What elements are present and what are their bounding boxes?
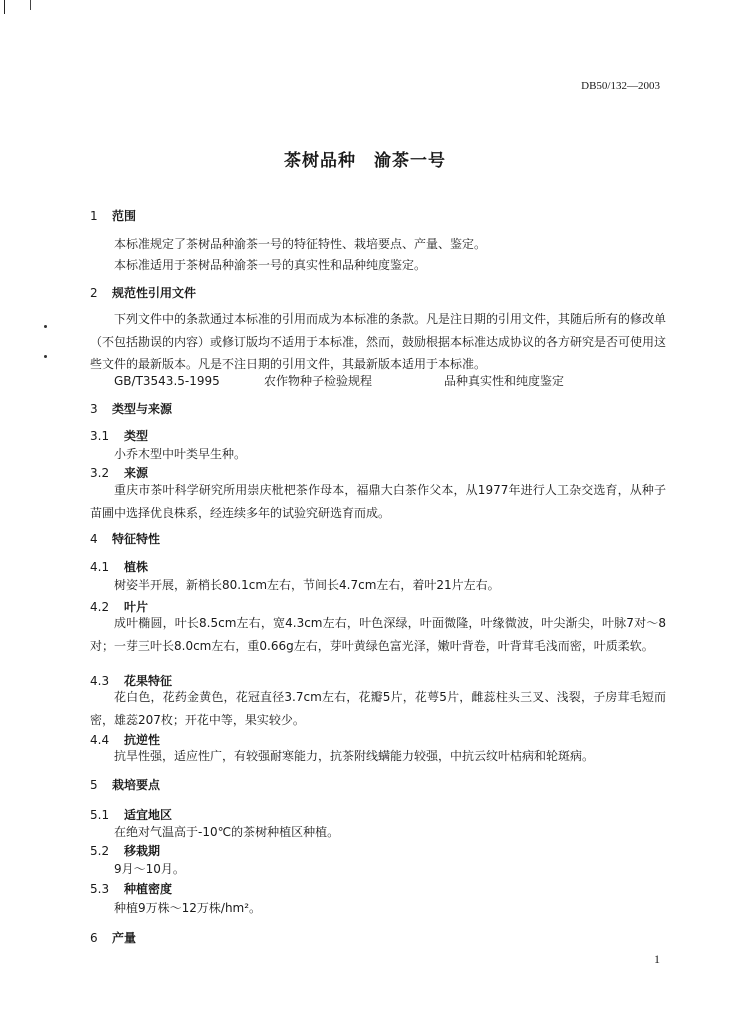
page-number: 1	[654, 952, 660, 966]
subsection-heading-5-3: 5.3 种植密度	[90, 882, 173, 896]
subsection-heading-4-3: 4.3 花果特征	[90, 674, 173, 688]
title-part-2: 渝茶一号	[374, 151, 446, 171]
paragraph: 本标准适用于茶树品种渝茶一号的真实性和品种纯度鉴定。	[114, 258, 427, 272]
subsection-heading-4-4: 4.4 抗逆性	[90, 733, 161, 747]
scan-speck	[44, 355, 47, 358]
page-title	[0, 146, 730, 171]
paragraph: 种植9万株～12万株/hm²。	[114, 901, 262, 915]
subsection-heading-5-1: 5.1 适宜地区	[90, 808, 173, 822]
subsection-heading-3-2: 3.2 来源	[90, 466, 149, 480]
paragraph: 9月～10月。	[114, 862, 185, 876]
paragraph: 抗旱性强，适应性广，有较强耐寒能力，抗茶附线螨能力较强，中抗云纹叶枯病和轮斑病。	[114, 749, 595, 763]
scan-edge-mark	[30, 0, 31, 10]
paragraph: 小乔木型中叶类早生种。	[114, 447, 247, 461]
normative-reference	[114, 372, 674, 389]
section-heading-3: 3 类型与来源	[90, 402, 173, 416]
section-heading-1: 1 范围	[90, 209, 137, 223]
reference-subtitle: 品种真实性和纯度鉴定	[444, 374, 565, 388]
scan-edge-mark	[4, 0, 5, 14]
paragraph: 花白色，花药金黄色，花冠直径3.7cm左右，花瓣5片，花萼5片，雌蕊柱头三叉、浅裂，子房茸毛短而密，雄蕊207枚；开花中等，果实较少。	[90, 690, 666, 727]
section-heading-6: 6 产量	[90, 931, 137, 945]
subsection-heading-3-1: 3.1 类型	[90, 429, 149, 443]
document-number: DB50/132—2003	[581, 80, 660, 92]
section-heading-2: 2 规范性引用文件	[90, 286, 197, 300]
section-heading-4: 4 特征特性	[90, 532, 161, 546]
paragraph: 下列文件中的条款通过本标准的引用而成为本标准的条款。凡是注日期的引用文件，其随后所有的修改单（不包括勘误的内容）或修订版均不适用于本标准，然而，鼓励根据本标准达成协议的各方研究是否可使用这些文件的最新版本。凡是不注日期的引用文件，其最新版本适用于本标准。	[90, 312, 667, 371]
subsection-heading-5-2: 5.2 移栽期	[90, 844, 161, 858]
paragraph: 重庆市茶叶科学研究所用崇庆枇杷茶作母本，福鼎大白茶作父本，从1977年进行人工杂交选育，从种子苗圃中选择优良株系，经连续多年的试验究研选育而成。	[90, 483, 666, 520]
reference-code: GB/T3543.5-1995	[114, 374, 220, 388]
paragraph: 树姿半开展，新梢长80.1cm左右，节间长4.7cm左右，着叶21片左右。	[114, 578, 500, 592]
paragraph: 本标准规定了茶树品种渝茶一号的特征特性、栽培要点、产量、鉴定。	[114, 237, 487, 251]
reference-title: 农作物种子检验规程	[264, 374, 373, 388]
section-heading-5: 5 栽培要点	[90, 778, 161, 792]
subsection-heading-4-1: 4.1 植株	[90, 560, 149, 574]
paragraph: 在绝对气温高于-10℃的茶树种植区种植。	[114, 825, 340, 839]
subsection-heading-4-2: 4.2 叶片	[90, 600, 149, 614]
scan-speck	[44, 325, 47, 328]
title-part-1: 茶树品种	[284, 151, 356, 171]
paragraph: 成叶椭圆，叶长8.5cm左右，宽4.3cm左右，叶色深绿，叶面微隆，叶缘微波，叶尖渐尖，叶脉7对～8对；一芽三叶长8.0cm左右，重0.66g左右，芽叶黄绿色富光泽，嫩叶背卷，叶背茸毛浅而密，叶质柔软。	[90, 616, 666, 653]
